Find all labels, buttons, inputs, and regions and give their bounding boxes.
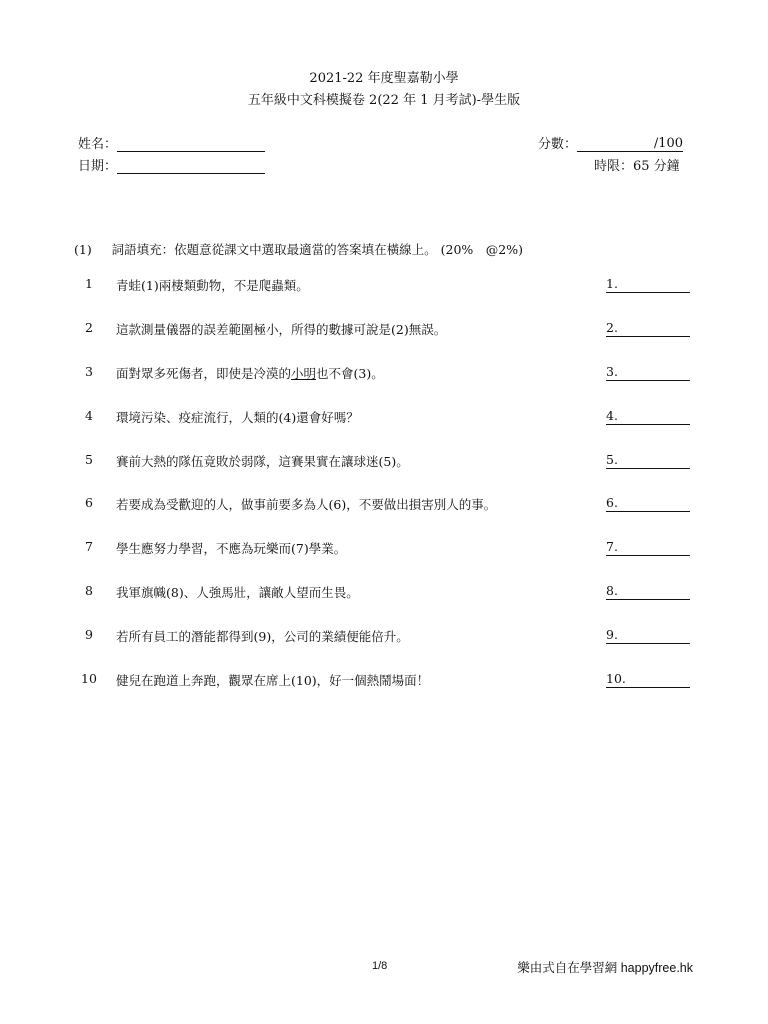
- paper-title: 五年級中文科模擬卷 2(22 年 1 月考試)-學生版: [247, 93, 521, 108]
- answer-label: 4.: [606, 408, 618, 423]
- question-row: [0, 539, 768, 559]
- answer-label: 1.: [606, 276, 618, 291]
- section-heading: [74, 240, 523, 258]
- question-text: 這款測量儀器的誤差範圍極小，所得的數據可說是(2)無誤。: [116, 322, 447, 337]
- site-brand: 樂由式自在學習網 happyfree.hk: [517, 961, 693, 975]
- underlined-name: 小明: [291, 366, 317, 381]
- question-number: 2: [85, 320, 93, 335]
- question-text-after: 也不會(3)。: [316, 366, 384, 381]
- score-total: /100: [653, 136, 684, 151]
- question-number: 3: [85, 364, 93, 379]
- answer-label: 3.: [606, 364, 618, 379]
- question-row: [0, 364, 768, 384]
- question-text: [116, 364, 384, 382]
- question-text: 若所有員工的潛能都得到(9)，公司的業績便能倍升。: [116, 629, 409, 644]
- answer-label: 9.: [606, 627, 618, 642]
- score-label: 分數：: [538, 137, 578, 152]
- question-row: [0, 408, 768, 428]
- question-text: 環境污染、疫症流行，人類的(4)還會好嗎？: [116, 410, 359, 425]
- time-limit: 時限：65 分鐘: [594, 159, 680, 174]
- question-row: [0, 452, 768, 472]
- question-number: 1: [85, 276, 93, 291]
- answer-label: 5.: [606, 452, 618, 467]
- question-number: 7: [85, 539, 93, 554]
- answer-blank[interactable]: [606, 320, 690, 337]
- answer-blank[interactable]: [606, 539, 690, 556]
- score-field: [538, 133, 683, 152]
- section-marks: (20% @2%): [440, 242, 523, 257]
- name-blank[interactable]: [117, 137, 265, 152]
- answer-label: 2.: [606, 320, 618, 335]
- answer-blank[interactable]: [606, 495, 690, 512]
- page-number: 1/8: [372, 960, 388, 972]
- answer-label: 7.: [606, 539, 618, 554]
- question-text: 學生應努力學習，不應為玩樂而(7)學業。: [116, 541, 347, 556]
- answer-blank[interactable]: [606, 408, 690, 425]
- score-blank[interactable]: [577, 137, 683, 152]
- answer-blank[interactable]: [606, 671, 690, 688]
- school-title: 2021-22 年度聖嘉勒小學: [309, 71, 459, 86]
- question-row: [0, 276, 768, 296]
- question-text: 賽前大熱的隊伍竟敗於弱隊，這賽果實在讓球迷(5)。: [116, 454, 409, 469]
- question-text: 我軍旗幟(8)、人強馬壯，讓敵人望而生畏。: [116, 585, 359, 600]
- question-text: 健兒在跑道上奔跑，觀眾在席上(10)，好一個熱鬧場面！: [116, 673, 430, 688]
- answer-blank[interactable]: [606, 364, 690, 381]
- question-number: 5: [85, 452, 93, 467]
- answer-blank[interactable]: [606, 452, 690, 469]
- section-number: (1): [74, 242, 92, 257]
- answer-blank[interactable]: [606, 627, 690, 644]
- answer-blank[interactable]: [606, 276, 690, 293]
- question-number: 9: [85, 627, 93, 642]
- question-number: 10: [81, 671, 97, 686]
- answer-blank[interactable]: [606, 583, 690, 600]
- section-instruction: 詞語填充：依題意從課文中選取最適當的答案填在橫線上。: [111, 242, 437, 257]
- name-field: [78, 133, 265, 152]
- question-number: 4: [85, 408, 93, 423]
- question-row: [0, 671, 768, 691]
- question-number: 8: [85, 583, 93, 598]
- question-text: 青蛙(1)兩棲類動物，不是爬蟲類。: [116, 278, 309, 293]
- answer-label: 10.: [606, 671, 626, 686]
- date-label: 日期：: [78, 159, 118, 174]
- answer-label: 6.: [606, 495, 618, 510]
- question-row: [0, 320, 768, 340]
- question-row: [0, 627, 768, 647]
- question-text-before: 面對眾多死傷者，即使是冷漠的: [116, 366, 292, 381]
- question-text: 若要成為受歡迎的人，做事前要多為人(6)，不要做出損害別人的事。: [116, 497, 497, 512]
- date-blank[interactable]: [117, 159, 265, 174]
- answer-label: 8.: [606, 583, 618, 598]
- question-row: [0, 495, 768, 515]
- question-number: 6: [85, 495, 93, 510]
- name-label: 姓名：: [78, 137, 118, 152]
- date-field: [78, 155, 265, 174]
- question-row: [0, 583, 768, 603]
